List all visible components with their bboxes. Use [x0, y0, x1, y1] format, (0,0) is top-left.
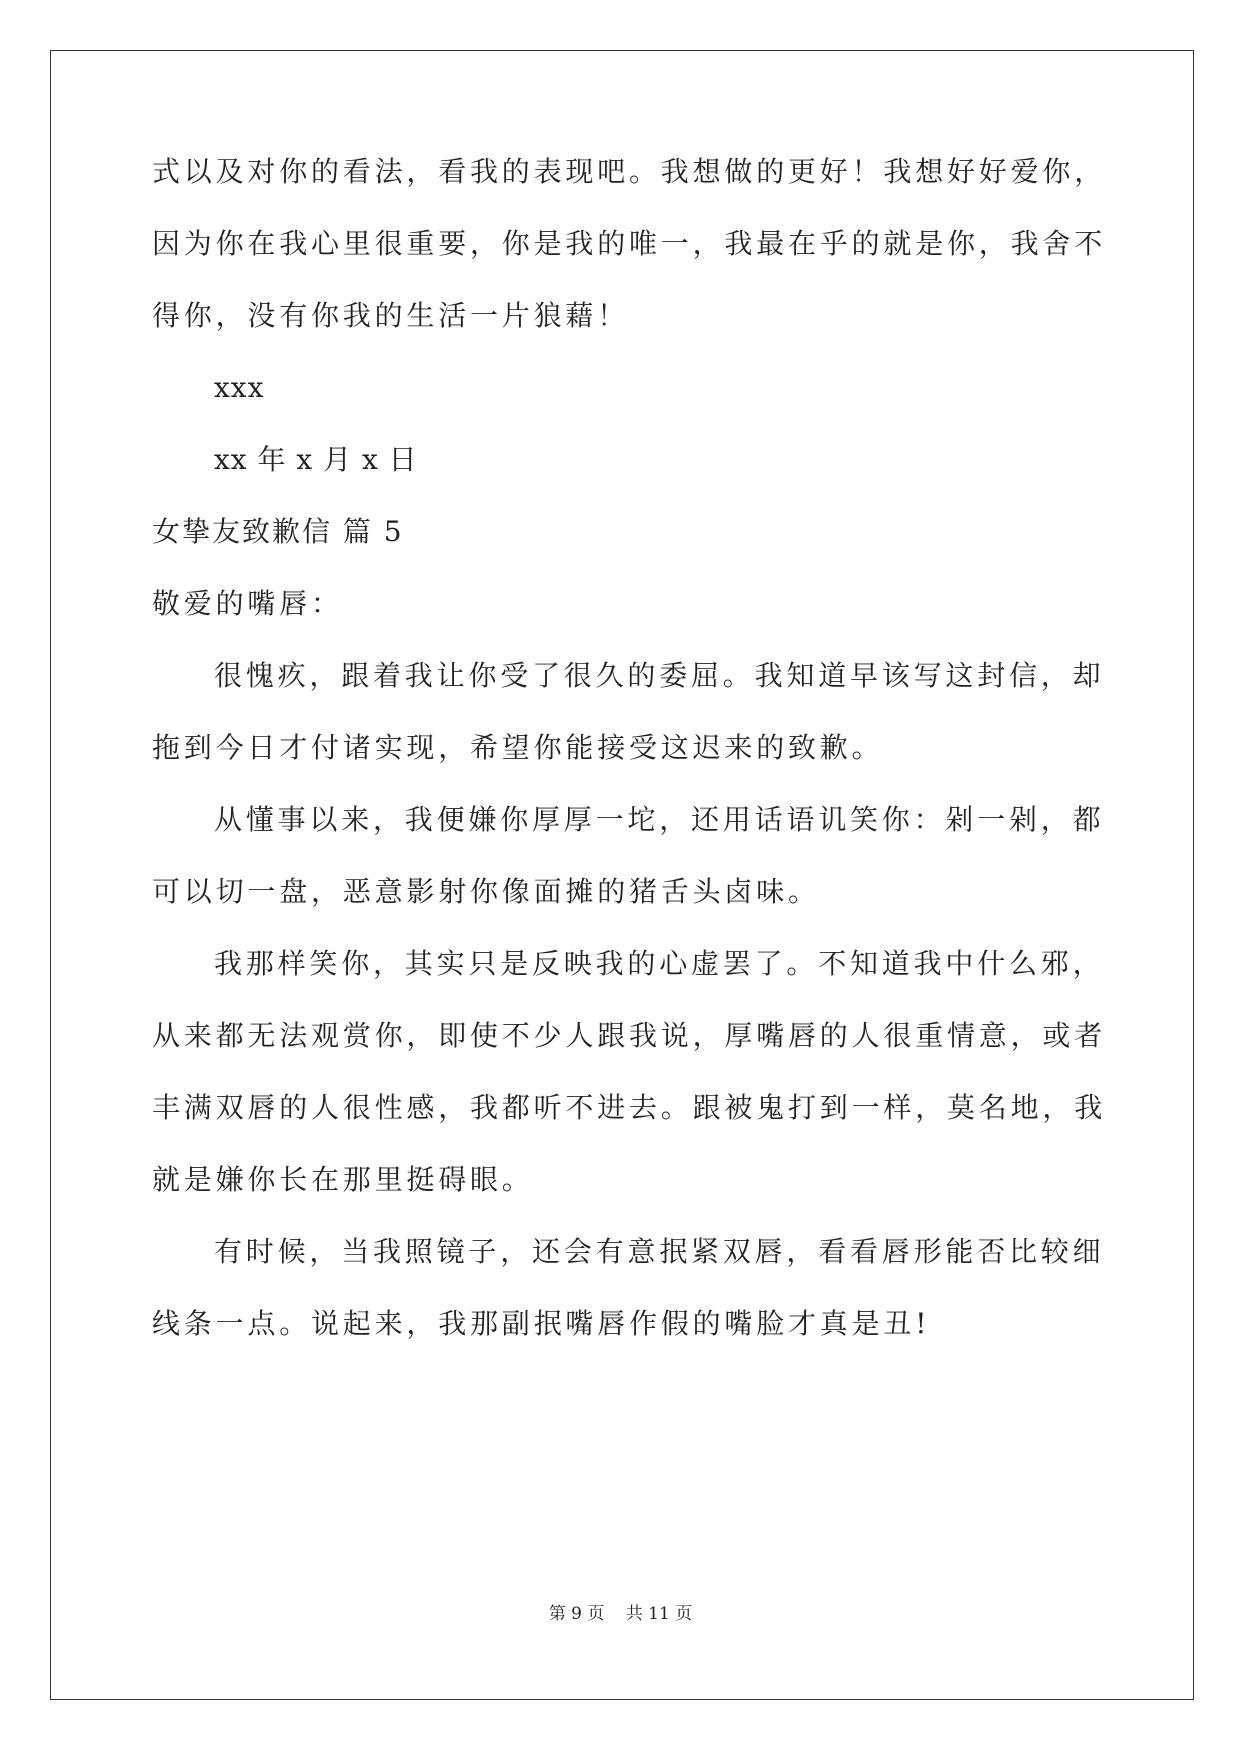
paragraph-line: 就是嫌你长在那里挺碍眼。	[152, 1163, 534, 1196]
page-footer	[0, 1603, 1241, 1625]
page-total: 共 11 页	[625, 1604, 693, 1624]
paragraph-line: 可以切一盘，恶意影射你像面摊的猪舌头卤味。	[152, 875, 820, 908]
paragraph-line: 很愧疚，跟着我让你受了很久的委屈。我知道早该写这封信，却	[214, 659, 1105, 692]
salutation: 敬爱的嘴唇：	[152, 587, 343, 620]
paragraph-line: 有时候，当我照镜子，还会有意抿紧双唇，看看唇形能否比较细	[214, 1235, 1105, 1268]
paragraph-line: 得你，没有你我的生活一片狼藉！	[152, 299, 630, 332]
signature-date: xx 年 x 月 x 日	[214, 443, 418, 476]
paragraph-line: 式以及对你的看法，看我的表现吧。我想做的更好！我想好好爱你，	[152, 155, 1107, 188]
page-number: 第 9 页	[548, 1604, 605, 1624]
paragraph-line: 从懂事以来，我便嫌你厚厚一坨，还用话语讥笑你：剁一剁，都	[214, 803, 1105, 836]
paragraph-line: 因为你在我心里很重要，你是我的唯一，我最在乎的就是你，我舍不	[152, 227, 1107, 260]
paragraph-line: 从来都无法观赏你，即使不少人跟我说，厚嘴唇的人很重情意，或者	[152, 1019, 1107, 1052]
signature-name: xxx	[214, 371, 265, 404]
paragraph-line: 拖到今日才付诸实现，希望你能接受这迟来的致歉。	[152, 731, 884, 764]
section-heading: 女挚友致歉信 篇 5	[152, 515, 404, 548]
paragraph-line: 丰满双唇的人很性感，我都听不进去。跟被鬼打到一样，莫名地，我	[152, 1091, 1107, 1124]
paragraph-line: 线条一点。说起来，我那副抿嘴唇作假的嘴脸才真是丑!	[152, 1307, 931, 1340]
paragraph-line: 我那样笑你，其实只是反映我的心虚罢了。不知道我中什么邪，	[214, 947, 1105, 980]
